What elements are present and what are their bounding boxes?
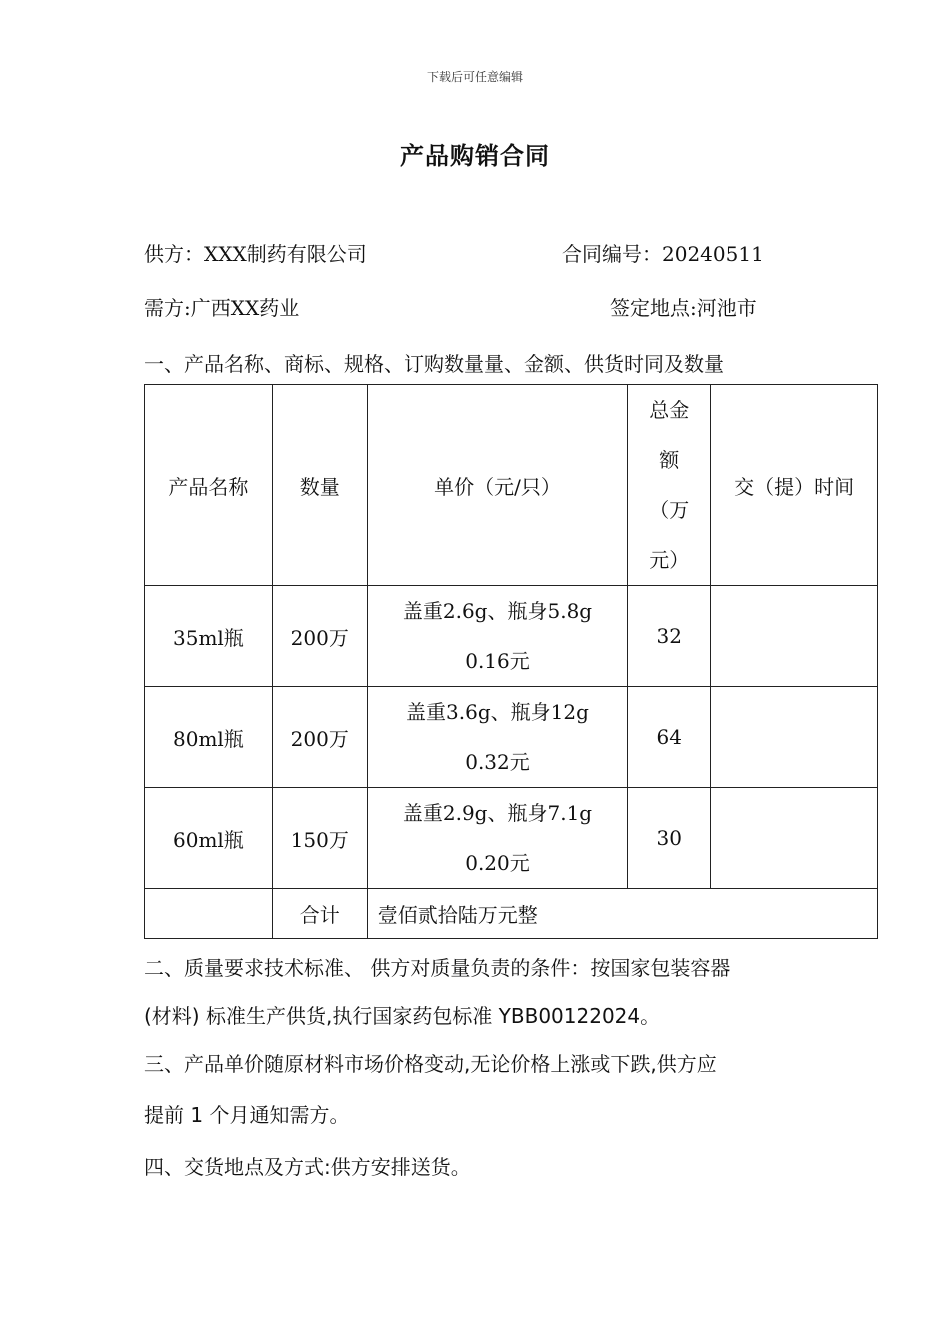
section-2-line-1: 二、质量要求技术标准、 供方对质量负责的条件：按国家包装容器 — [144, 956, 731, 980]
cell-total: 64 — [628, 687, 711, 788]
cell-price: 0.32元 — [465, 750, 530, 774]
cell-unit-price — [367, 788, 628, 889]
section-4: 四、交货地点及方式:供方安排送货。 — [144, 1155, 471, 1179]
section-3-line-1: 三、产品单价随原材料市场价格变动,无论价格上涨或下跌,供方应 — [144, 1052, 717, 1076]
cell-total: 30 — [628, 788, 711, 889]
header-delivery-time: 交（提）时间 — [711, 385, 878, 586]
header-total-amount — [628, 385, 711, 586]
header-total-line: 额 — [659, 448, 680, 472]
header-total-line: 总金 — [649, 398, 690, 422]
section-2-line-2: (材料) 标准生产供货,执行国家药包标准 YBB00122024。 — [144, 1004, 661, 1028]
cell-spec: 盖重3.6g、瓶身12g — [406, 700, 589, 724]
contract-number: 合同编号：20240511 — [562, 242, 764, 266]
cell-quantity: 150万 — [272, 788, 367, 889]
header-unit-price: 单价（元/只） — [367, 385, 628, 586]
section-3-line-2: 提前 1 个月通知需方。 — [144, 1103, 350, 1127]
cell-quantity: 200万 — [272, 586, 367, 687]
table-row — [145, 586, 878, 687]
buyer-line: 需方:广西XX药业 — [144, 296, 300, 320]
table-header-row — [145, 385, 878, 586]
table-row — [145, 687, 878, 788]
cell-delivery — [711, 687, 878, 788]
cell-spec: 盖重2.9g、瓶身7.1g — [402, 801, 593, 825]
table-sum-row — [145, 889, 878, 939]
header-note: 下载后可任意编辑 — [426, 70, 523, 84]
cell-total: 32 — [628, 586, 711, 687]
cell-sum-empty — [145, 889, 273, 939]
table-row — [145, 788, 878, 889]
cell-price: 0.16元 — [465, 649, 530, 673]
header-quantity: 数量 — [272, 385, 367, 586]
cell-sum-value: 壹佰贰拾陆万元整 — [367, 889, 877, 939]
page-title: 产品购销合同 — [400, 142, 550, 170]
cell-spec: 盖重2.6g、瓶身5.8g — [402, 599, 593, 623]
cell-product-name: 60ml瓶 — [145, 788, 273, 889]
header-product-name: 产品名称 — [145, 385, 273, 586]
cell-product-name: 35ml瓶 — [145, 586, 273, 687]
supplier-line: 供方：XXX制药有限公司 — [144, 242, 367, 266]
cell-unit-price — [367, 586, 628, 687]
goods-table — [144, 384, 878, 939]
section-1-heading: 一、产品名称、商标、规格、订购数量量、金额、供货时同及数量 — [144, 352, 724, 376]
header-total-line: （万 — [649, 498, 690, 522]
cell-delivery — [711, 586, 878, 687]
cell-product-name: 80ml瓶 — [145, 687, 273, 788]
cell-delivery — [711, 788, 878, 889]
cell-price: 0.20元 — [465, 851, 530, 875]
cell-unit-price — [367, 687, 628, 788]
sign-place: 签定地点:河池市 — [610, 296, 757, 320]
header-total-line: 元） — [649, 548, 690, 572]
cell-quantity: 200万 — [272, 687, 367, 788]
cell-sum-label: 合计 — [272, 889, 367, 939]
